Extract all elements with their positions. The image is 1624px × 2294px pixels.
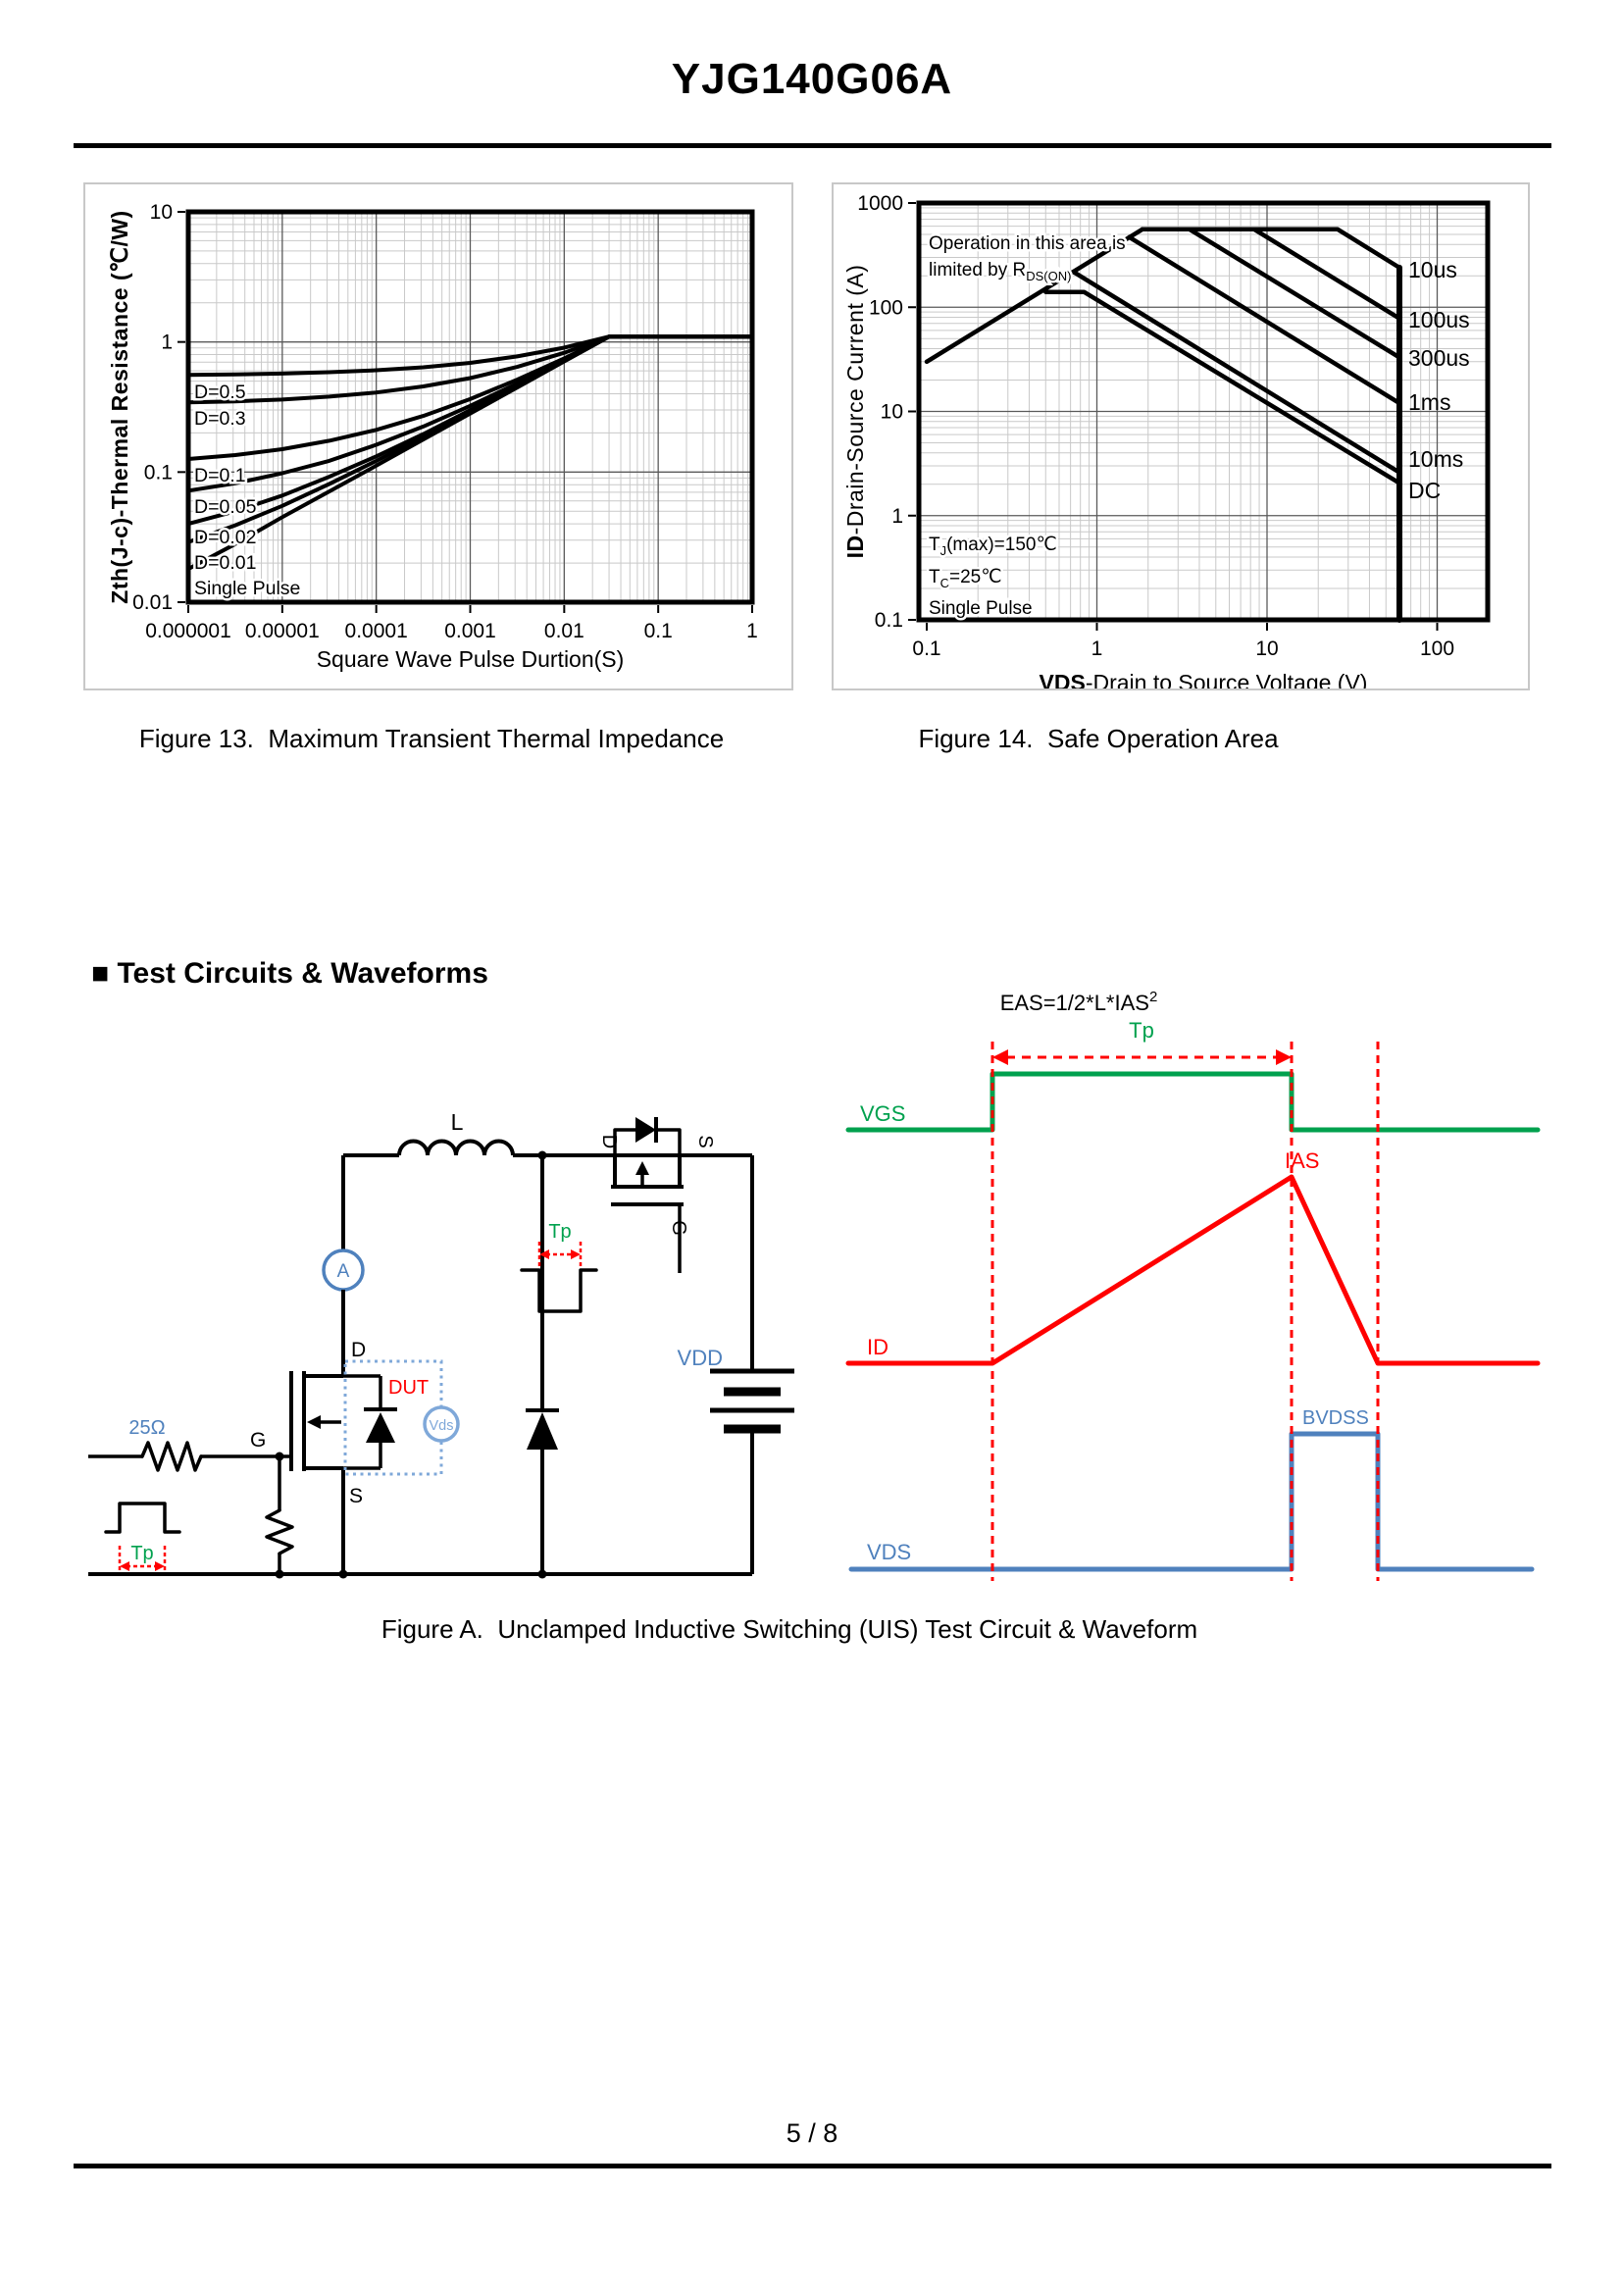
fig14-annotation-single-pulse: Single Pulse — [929, 598, 1033, 619]
fig13-curve-label: D=0.01 — [194, 552, 257, 574]
fig14-caption: Figure 14. Safe Operation Area — [918, 724, 1279, 753]
fig13-y-axis-title: Zth(J-c)-Thermal Resistance (℃/W) — [107, 210, 132, 604]
fig13-curve-label: D=0.3 — [194, 408, 246, 430]
fig14-box — [832, 182, 1530, 690]
fig13-curve-label: D=0.1 — [194, 465, 246, 486]
fig14-xtick: 10 — [1255, 637, 1279, 660]
fig14-curve-label: 10ms — [1408, 446, 1464, 472]
fig14-ytick: 0.1 — [874, 609, 903, 632]
id-waveform — [848, 1177, 1538, 1363]
driver-pulse-symbol — [522, 1270, 596, 1311]
eas-formula: $EAS=1/2*L*IAS^2$ — [999, 989, 1158, 1015]
dut-gate-label: G — [250, 1429, 267, 1452]
tp-label: Tp — [130, 1543, 154, 1564]
vds-meter-label: Vds — [429, 1418, 454, 1434]
fig13-xtick: 0.001 — [444, 620, 496, 642]
footer-divider — [74, 2164, 1551, 2168]
fig13-xtick: 0.1 — [643, 620, 673, 642]
fig14-xtick: 100 — [1419, 637, 1455, 660]
gate-resistor — [142, 1443, 201, 1470]
tp-arrowhead — [120, 1561, 129, 1571]
driver-source-label: S — [694, 1135, 716, 1148]
fig14-curve-10us — [1142, 229, 1399, 268]
dut-drain-label: D — [351, 1339, 367, 1361]
figA-caption: Figure A. Unclamped Inductive Switching (UIS) Test Circuit & Waveform — [381, 1614, 1198, 1644]
fig13-ytick: 0.1 — [143, 461, 173, 484]
ias-label: IAS — [1285, 1148, 1320, 1173]
dut-source-label: S — [349, 1485, 364, 1507]
input-pulse-symbol — [106, 1504, 179, 1532]
fig14-xtick: 1 — [1091, 637, 1103, 660]
fig13-thermal-impedance-chart — [85, 184, 791, 688]
fig14-xtick: 0.1 — [912, 637, 941, 660]
inductor-label: L — [450, 1109, 464, 1135]
fig13-xtick: 0.00001 — [244, 620, 320, 642]
fig13-ytick: 0.01 — [132, 591, 173, 614]
vgs-label: VGS — [860, 1101, 906, 1126]
gate-resistor-label: 25Ω — [128, 1417, 166, 1439]
driver-gate-label: G — [668, 1220, 689, 1236]
fig13-xtick: 0.01 — [543, 620, 584, 642]
fig14-ytick: 1000 — [857, 192, 903, 215]
driver-body-arrowhead — [635, 1161, 649, 1175]
fig14-ytick: 1 — [891, 504, 903, 528]
fig14-curve-label: 100us — [1408, 307, 1470, 332]
fig14-x-axis-title: VDS-Drain to Source Voltage (V) — [1039, 670, 1368, 688]
fig13-caption: Figure 13. Maximum Transient Thermal Impedance — [138, 724, 725, 753]
diode-triangle — [527, 1412, 558, 1450]
fig14-annotation-tc: $T_C=25℃$ — [929, 567, 1002, 590]
fig14-annotation-area2: limited by $R_{DS(ON)}$ — [929, 260, 1072, 283]
ammeter-label: A — [336, 1261, 350, 1282]
figA-uis-circuit-and-waveform — [59, 971, 1549, 1608]
vds-label: VDS — [867, 1540, 912, 1564]
fig14-curve-label: 10us — [1408, 257, 1457, 282]
fig14-safe-operation-area-chart — [834, 184, 1528, 688]
fig13-ytick: 1 — [161, 331, 173, 354]
vdd-label: VDD — [677, 1346, 723, 1370]
fig13-box — [83, 182, 793, 690]
driver-drain-label: D — [598, 1134, 620, 1149]
vgs-waveform — [848, 1074, 1538, 1130]
fig14-y-axis-title: ID-Drain-Source Current (A) — [842, 264, 868, 559]
fig14-curve-1ms — [1130, 237, 1400, 403]
bvdss-label: BVDSS — [1302, 1407, 1369, 1429]
tp-span-arrowhead — [1276, 1049, 1292, 1065]
fig13-curve-label: D=0.02 — [194, 527, 257, 548]
fig13-xtick: 0.000001 — [145, 620, 231, 642]
fig14-ytick: 100 — [868, 296, 903, 320]
dut-body-arrowhead — [307, 1415, 321, 1429]
pulldown-resistor — [267, 1510, 292, 1554]
tp-arrowhead — [155, 1561, 165, 1571]
page-title: YJG140G06A — [671, 55, 953, 103]
inductor — [399, 1142, 513, 1156]
fig13-curve-label: D=0.05 — [194, 496, 257, 518]
fig13-curve-label: Single Pulse — [194, 578, 301, 599]
fig13-ytick: 10 — [149, 201, 173, 224]
driver-diode-triangle — [635, 1117, 656, 1143]
junction-dot — [339, 1570, 348, 1579]
fig13-xtick: 1 — [746, 620, 758, 642]
fig14-curve-label: DC — [1408, 478, 1442, 503]
tp2-arrowhead — [571, 1249, 581, 1259]
fig14-annotation-area: Operation in this area is — [929, 233, 1126, 254]
page-number: 5 / 8 — [786, 2118, 838, 2148]
fig13-xtick: 0.0001 — [344, 620, 408, 642]
tp-span-arrowhead — [992, 1049, 1008, 1065]
fig14-curve-label: 1ms — [1408, 389, 1451, 415]
driver-diode-wire — [656, 1130, 680, 1155]
tp-label-2: Tp — [548, 1221, 572, 1243]
body-diode-triangle — [366, 1412, 395, 1443]
fig14-curve-label: 300us — [1408, 345, 1470, 371]
section-heading: ■ Test Circuits & Waveforms — [91, 957, 488, 990]
fig14-curve-DC — [1045, 292, 1399, 484]
fig14-annotation-tj: $T_J(\max)=150℃$ — [929, 535, 1057, 558]
tp-waveform-label: Tp — [1129, 1018, 1154, 1043]
id-label: ID — [867, 1335, 888, 1359]
vds-waveform — [851, 1434, 1532, 1569]
fig13-x-axis-title: Square Wave Pulse Durtion(S) — [316, 646, 625, 672]
header-divider — [74, 143, 1551, 148]
dut-label: DUT — [388, 1377, 430, 1399]
fig13-curve-label: D=0.5 — [194, 382, 246, 403]
fig14-ytick: 10 — [880, 400, 903, 424]
